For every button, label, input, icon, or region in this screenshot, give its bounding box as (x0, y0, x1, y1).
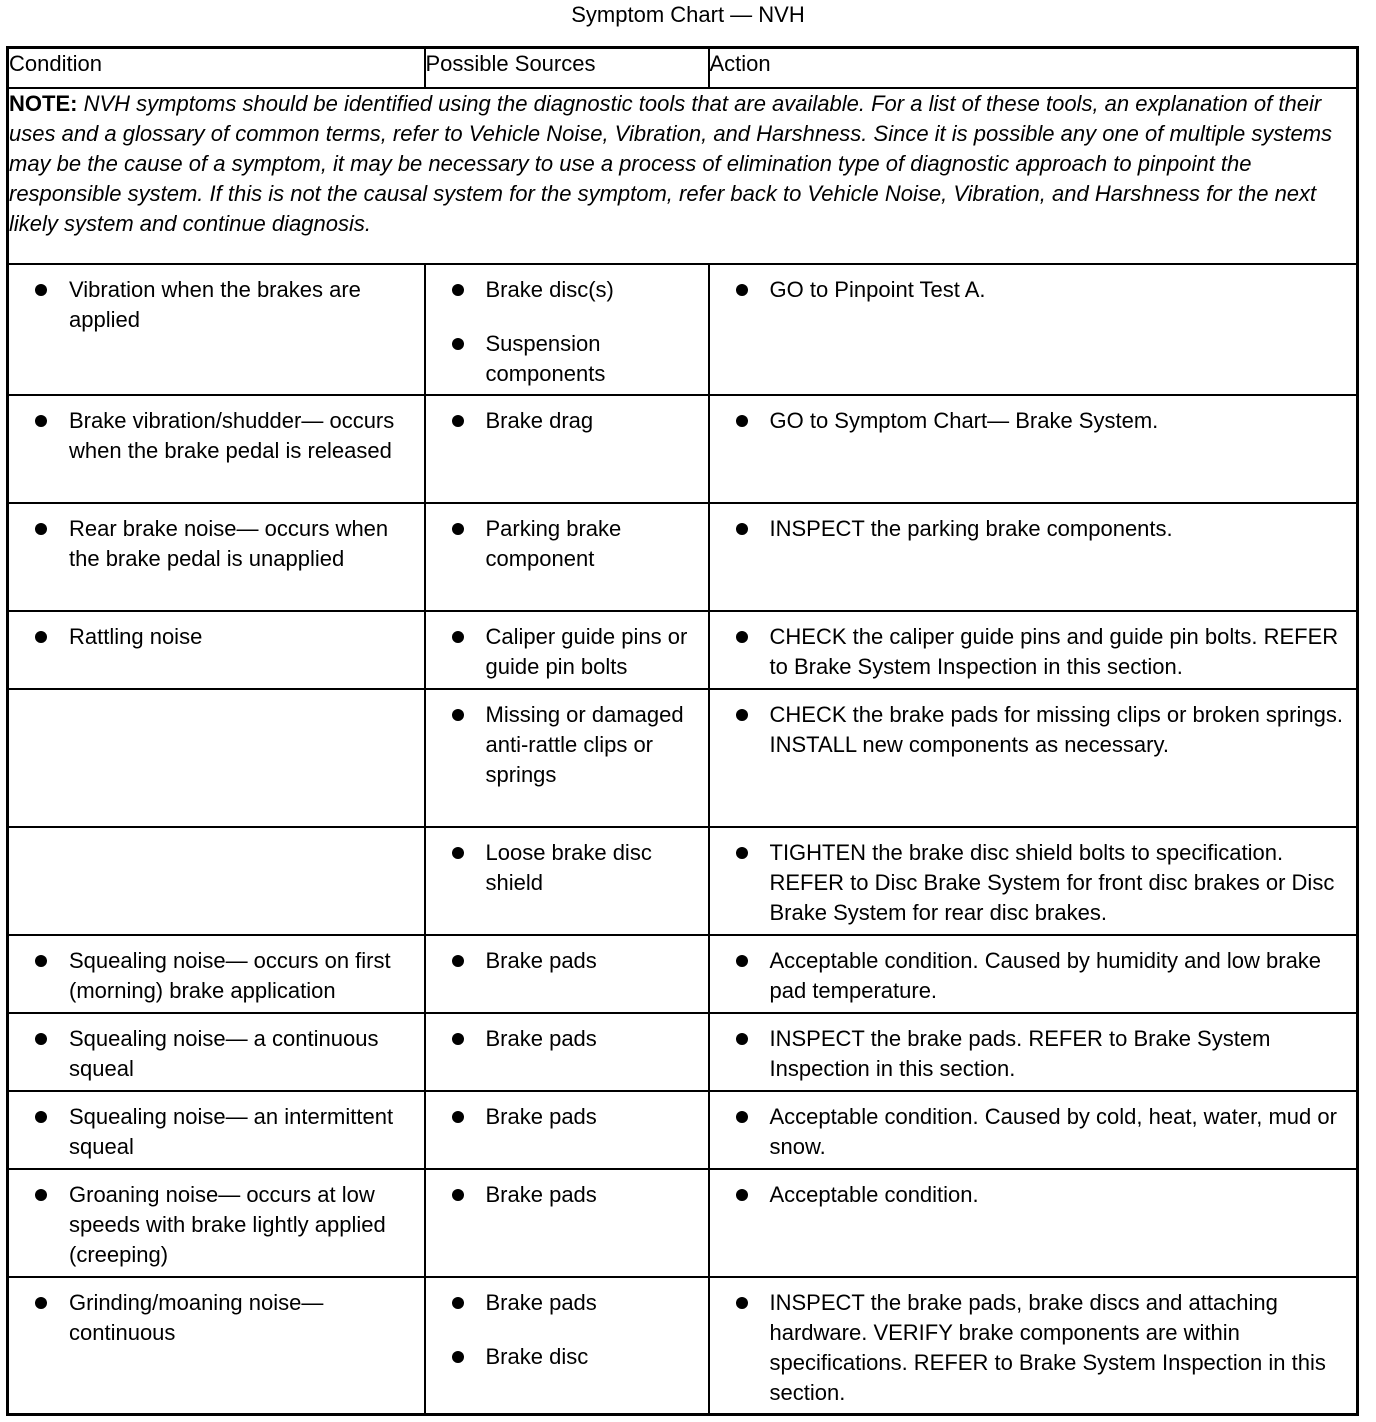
list-item (426, 406, 702, 436)
condition-cell (8, 611, 425, 689)
table-row (8, 1091, 1358, 1169)
table-row (8, 1169, 1358, 1277)
list-item (9, 1288, 418, 1348)
table-row (8, 935, 1358, 1013)
sources-cell (425, 1013, 709, 1091)
list-item (710, 1102, 1351, 1162)
table-row (8, 1013, 1358, 1091)
note-text: NVH symptoms should be identified using the diagnostic tools that are available. For a list of these tools, an explanation of their uses and a glossary of common terms, refer to Vehicle Noise, Vibration, and Harshness. Since it is possible any one of multiple systems may be the cause of a symptom, it may be necessary to use a process of elimination type of diagnostic approach to pinpoint the responsible system. If this is not the causal system for the symptom, refer back to Vehicle Noise, Vibration, and Harshness for the next likely system and continue diagnosis. (9, 91, 1333, 236)
list-item (426, 1180, 702, 1210)
condition-cell (8, 395, 425, 503)
list-item (9, 946, 418, 1006)
sources-cell (425, 395, 709, 503)
action-text: Acceptable condition. Caused by humidity and low brake pad temperature. (769, 947, 1322, 1003)
action-text: Acceptable condition. (769, 1181, 979, 1207)
action-cell (709, 503, 1358, 611)
bullet-icon (736, 1297, 748, 1309)
note-label: NOTE: (9, 91, 78, 116)
bullet-icon (35, 1189, 47, 1201)
sources-cell (425, 1091, 709, 1169)
action-cell (709, 264, 1358, 395)
bullet-icon (35, 631, 47, 643)
list-item (9, 275, 418, 335)
sources-cell (425, 611, 709, 689)
action-cell (709, 935, 1358, 1013)
sources-cell (425, 1277, 709, 1415)
page-title: Symptom Chart — NVH (571, 2, 805, 27)
bullet-icon (452, 284, 464, 296)
bullet-icon (736, 709, 748, 721)
sources-text: Brake pads (485, 1289, 597, 1315)
condition-text: Rear brake noise— occurs when the brake pedal is unapplied (69, 515, 389, 571)
list-item (426, 700, 702, 790)
note-cell (8, 88, 1358, 264)
list-item (710, 1024, 1351, 1084)
list-item (9, 514, 418, 574)
bullet-icon (452, 1111, 464, 1123)
action-text: INSPECT the brake pads, brake discs and attaching hardware. VERIFY brake components are within specifications. REFER to Brake System Inspection in this section. (769, 1289, 1326, 1405)
list-item (426, 1342, 702, 1372)
action-cell (709, 689, 1358, 827)
condition-text: Vibration when the brakes are applied (69, 276, 361, 332)
sources-text: Loose brake disc shield (485, 839, 652, 895)
bullet-icon (35, 284, 47, 296)
bullet-icon (452, 338, 464, 350)
bullet-icon (736, 847, 748, 859)
bullet-icon (452, 847, 464, 859)
action-text: Acceptable condition. Caused by cold, heat, water, mud or snow. (769, 1103, 1337, 1159)
list-item (710, 275, 1351, 305)
list-item (426, 838, 702, 898)
table-row (8, 611, 1358, 689)
sources-cell (425, 1169, 709, 1277)
bullet-icon (452, 1033, 464, 1045)
condition-cell (8, 827, 425, 935)
list-item (710, 946, 1351, 1006)
list-item (426, 622, 702, 682)
list-item (426, 1024, 702, 1054)
condition-cell (8, 264, 425, 395)
list-item (426, 946, 702, 976)
bullet-icon (452, 523, 464, 535)
action-cell (709, 395, 1358, 503)
list-item (710, 838, 1351, 928)
bullet-icon (736, 631, 748, 643)
condition-cell (8, 935, 425, 1013)
bullet-icon (35, 955, 47, 967)
bullet-icon (35, 1033, 47, 1045)
header-row (8, 48, 1358, 89)
bullet-icon (452, 709, 464, 721)
list-item (9, 1102, 418, 1162)
condition-header: Condition (8, 48, 425, 89)
condition-text: Squealing noise— an intermittent squeal (69, 1103, 394, 1159)
action-text: INSPECT the parking brake components. (769, 515, 1173, 541)
condition-cell (8, 1277, 425, 1415)
sources-cell (425, 264, 709, 395)
list-item (426, 1102, 702, 1132)
sources-cell (425, 935, 709, 1013)
bullet-icon (452, 415, 464, 427)
sources-text: Brake pads (485, 947, 597, 973)
sources-text: Parking brake component (485, 515, 622, 571)
condition-cell (8, 503, 425, 611)
bullet-icon (736, 1111, 748, 1123)
action-text: CHECK the caliper guide pins and guide pin bolts. REFER to Brake System Inspection in this section. (769, 623, 1339, 679)
bullet-icon (35, 415, 47, 427)
condition-cell (8, 689, 425, 827)
table-row (8, 689, 1358, 827)
bullet-icon (736, 1189, 748, 1201)
table-row (8, 264, 1358, 395)
list-item (710, 1288, 1351, 1408)
condition-text: Grinding/moaning noise— continuous (69, 1289, 324, 1345)
sources-text: Brake pads (485, 1103, 597, 1129)
list-item (9, 622, 418, 652)
bullet-icon (35, 523, 47, 535)
sources-header: Possible Sources (425, 48, 709, 89)
sources-text: Brake disc (485, 1343, 589, 1369)
list-item (426, 1288, 702, 1318)
condition-text: Squealing noise— a continuous squeal (69, 1025, 379, 1081)
list-item (9, 1180, 418, 1270)
note-row (8, 88, 1358, 264)
table-row (8, 503, 1358, 611)
condition-cell (8, 1169, 425, 1277)
sources-cell (425, 689, 709, 827)
action-header: Action (709, 48, 1358, 89)
action-text: GO to Symptom Chart— Brake System. (769, 407, 1159, 433)
bullet-icon (452, 1351, 464, 1363)
list-item (710, 622, 1351, 682)
condition-cell (8, 1091, 425, 1169)
action-text: INSPECT the brake pads. REFER to Brake System Inspection in this section. (769, 1025, 1271, 1081)
bullet-icon (35, 1297, 47, 1309)
bullet-icon (452, 631, 464, 643)
condition-text: Rattling noise (69, 623, 203, 649)
action-text: GO to Pinpoint Test A. (769, 276, 986, 302)
list-item (710, 406, 1351, 436)
sources-text: Missing or damaged anti-rattle clips or springs (485, 701, 684, 787)
condition-cell (8, 1013, 425, 1091)
bullet-icon (736, 1033, 748, 1045)
action-cell (709, 1169, 1358, 1277)
list-item (710, 700, 1351, 760)
condition-text: Brake vibration/shudder— occurs when the brake pedal is released (69, 407, 395, 463)
list-item (9, 1024, 418, 1084)
table-row (8, 395, 1358, 503)
action-text: TIGHTEN the brake disc shield bolts to specification. REFER to Disc Brake System for front disc brakes or Disc Brake System for rear disc brakes. (769, 839, 1335, 925)
action-cell (709, 827, 1358, 935)
list-item (710, 514, 1351, 544)
bullet-icon (452, 955, 464, 967)
condition-text: Squealing noise— occurs on first (morning) brake application (69, 947, 391, 1003)
bullet-icon (452, 1297, 464, 1309)
list-item (426, 329, 702, 389)
list-item (426, 514, 702, 574)
list-item (9, 406, 418, 466)
sources-text: Brake pads (485, 1181, 597, 1207)
sources-text: Suspension components (485, 330, 606, 386)
symptom-chart-table (6, 46, 1359, 1416)
table-row (8, 827, 1358, 935)
sources-text: Brake drag (485, 407, 594, 433)
bullet-icon (736, 523, 748, 535)
list-item (710, 1180, 1351, 1210)
bullet-icon (452, 1189, 464, 1201)
action-cell (709, 1013, 1358, 1091)
bullet-icon (736, 415, 748, 427)
bullet-icon (35, 1111, 47, 1123)
list-item (426, 275, 702, 305)
sources-text: Brake disc(s) (485, 276, 614, 302)
sources-cell (425, 503, 709, 611)
sources-text: Brake pads (485, 1025, 597, 1051)
action-cell (709, 611, 1358, 689)
sources-text: Caliper guide pins or guide pin bolts (485, 623, 688, 679)
sources-cell (425, 827, 709, 935)
table-row (8, 1277, 1358, 1415)
condition-text: Groaning noise— occurs at low speeds with brake lightly applied (creeping) (69, 1181, 386, 1267)
action-cell (709, 1277, 1358, 1415)
action-text: CHECK the brake pads for missing clips or broken springs. INSTALL new components as necessary. (769, 701, 1343, 757)
bullet-icon (736, 955, 748, 967)
bullet-icon (736, 284, 748, 296)
action-cell (709, 1091, 1358, 1169)
